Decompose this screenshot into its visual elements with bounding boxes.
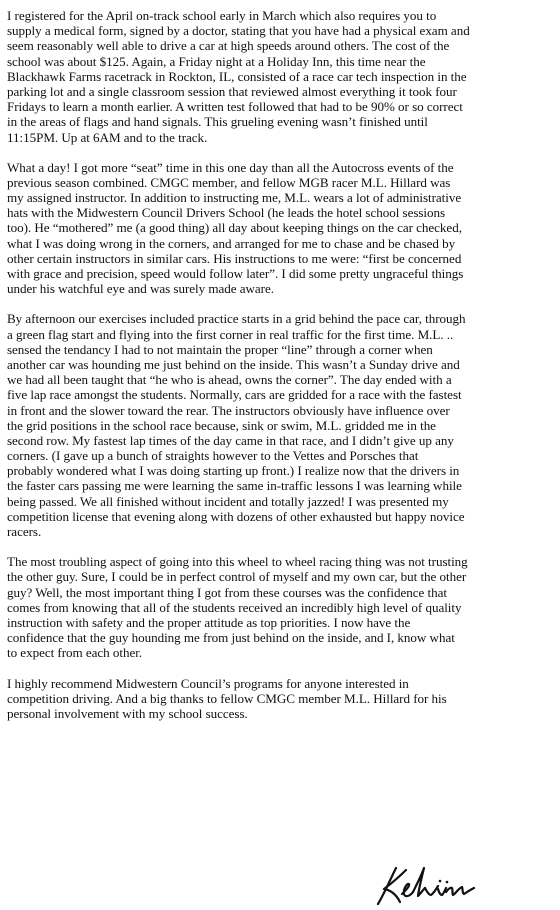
- text-line: seem reasonably well able to drive a car at high speeds around others. The cost of the: [7, 38, 450, 54]
- text-line: parking lot and a single classroom session that reviewed almost everything it took four: [7, 83, 457, 99]
- text-line: I highly recommend Midwestern Council’s programs for anyone interested in: [7, 675, 409, 691]
- text-line: What a day! I got more “seat” time in this one day than all the Autocross events of the: [7, 159, 454, 175]
- paragraph-registration: [7, 8, 555, 145]
- letter-body: [7, 8, 555, 721]
- text-line: the grid positions in the school race because, sink or swim, M.L. gridded me in the: [7, 417, 436, 433]
- text-line: we had all been taught that “he who is ahead, owns the corner”. The day ended with a: [7, 372, 452, 388]
- text-line: confidence that the guy hounding me from just behind on the inside, and I, know what: [7, 630, 455, 646]
- handwritten-signature: [372, 862, 482, 906]
- text-line: Fridays to learn a month earlier. A written test followed that had to be 90% or so correct: [7, 99, 463, 115]
- text-line: probably wondered what I was doing starting up front.) I realize now that the drivers in: [7, 463, 460, 479]
- text-line: supply a medical form, signed by a doctor, stating that you have had a physical exam and: [7, 23, 470, 39]
- text-line: what I was doing wrong in the corners, and arranged for me to chase and be chased by: [7, 235, 456, 251]
- text-line: 11:15PM. Up at 6AM and to the track.: [7, 129, 208, 145]
- paragraph-recommendation: [7, 676, 555, 722]
- text-line: with grace and precision, speed would follow later”. I did some pretty ungraceful things: [7, 266, 464, 281]
- text-line: five lap race amongst the students. Normally, cars are gridded for a race with the fastest: [7, 387, 462, 403]
- text-line: competition driving. And a big thanks to fellow CMGC member M.L. Hillard for his: [7, 690, 447, 706]
- text-line: competition license that evening along with dozens of other exhausted but happy novice: [7, 508, 465, 524]
- text-line: racers.: [7, 524, 42, 539]
- text-line: I registered for the April on-track school early in March which also requires you to: [7, 8, 437, 23]
- text-line: Blackhawk Farms racetrack in Rockton, IL, consisted of a race car tech inspection in the: [7, 68, 467, 84]
- text-line: instruction with safety and the proper attitude as top priorities. I now have the: [7, 614, 411, 630]
- text-line: under his watchful eye and was surely made aware.: [7, 281, 274, 297]
- paragraph-afternoon-race: [7, 311, 555, 539]
- text-line: The most troubling aspect of going into this wheel to wheel racing thing was not trusting: [7, 554, 468, 570]
- text-line: comes from knowing that all of the students received an incredibly high level of quality: [7, 599, 462, 615]
- text-line: guy? Well, the most important thing I got from these courses was the confidence that: [7, 584, 447, 600]
- text-line: corners. (I gave up a bunch of straights however to the Vettes and Porsches that: [7, 448, 419, 464]
- text-line: previous season combined. CMGC member, and fellow MGB racer M.L. Hillard was: [7, 174, 451, 190]
- text-line: the other guy. Sure, I could be in perfect control of myself and my own car, but the other: [7, 569, 467, 585]
- text-line: the faster cars passing me were learning the same in-traffic lessons I was learning while: [7, 478, 462, 494]
- text-line: By afternoon our exercises included practice starts in a grid behind the pace car, through: [7, 311, 466, 327]
- text-line: school was about $125. Again, a Friday night at a Holiday Inn, this time near the: [7, 53, 426, 69]
- text-line: a green flag start and flying into the first corner in real traffic for the first time. M.L. ..: [7, 326, 454, 342]
- text-line: sensed the tendancy I had to not maintain the proper “line” through a corner when: [7, 341, 433, 357]
- text-line: being passed. We all finished without incident and totally jazzed! I was presented my: [7, 493, 449, 509]
- text-line: too). He “mothered” me (a good thing) all day about keeping things on the car checked,: [7, 220, 462, 236]
- text-line: to expect from each other.: [7, 645, 143, 661]
- text-line: my assigned instructor. In addition to instructing me, M.L. wears a lot of administrative: [7, 190, 462, 206]
- text-line: other certain instructors in similar cars. His instructions to me were: “first be concerned: [7, 250, 462, 266]
- paragraph-track-day: [7, 160, 555, 297]
- text-line: personal involvement with my school success.: [7, 705, 248, 721]
- text-line: in front and the slower toward the rear. The instructors obviously have influence over: [7, 402, 450, 418]
- text-line: hats with the Midwestern Council Drivers School (he leads the hotel school sessions: [7, 205, 446, 221]
- text-line: second row. My fastest lap times of the day came in that race, and I didn’t give up any: [7, 432, 454, 448]
- text-line: in the areas of flags and hand signals. This grueling evening wasn’t finished until: [7, 114, 428, 130]
- paragraph-trust: [7, 554, 555, 660]
- text-line: another car was hounding me just behind on the inside. This wasn’t a Sunday drive and: [7, 356, 460, 372]
